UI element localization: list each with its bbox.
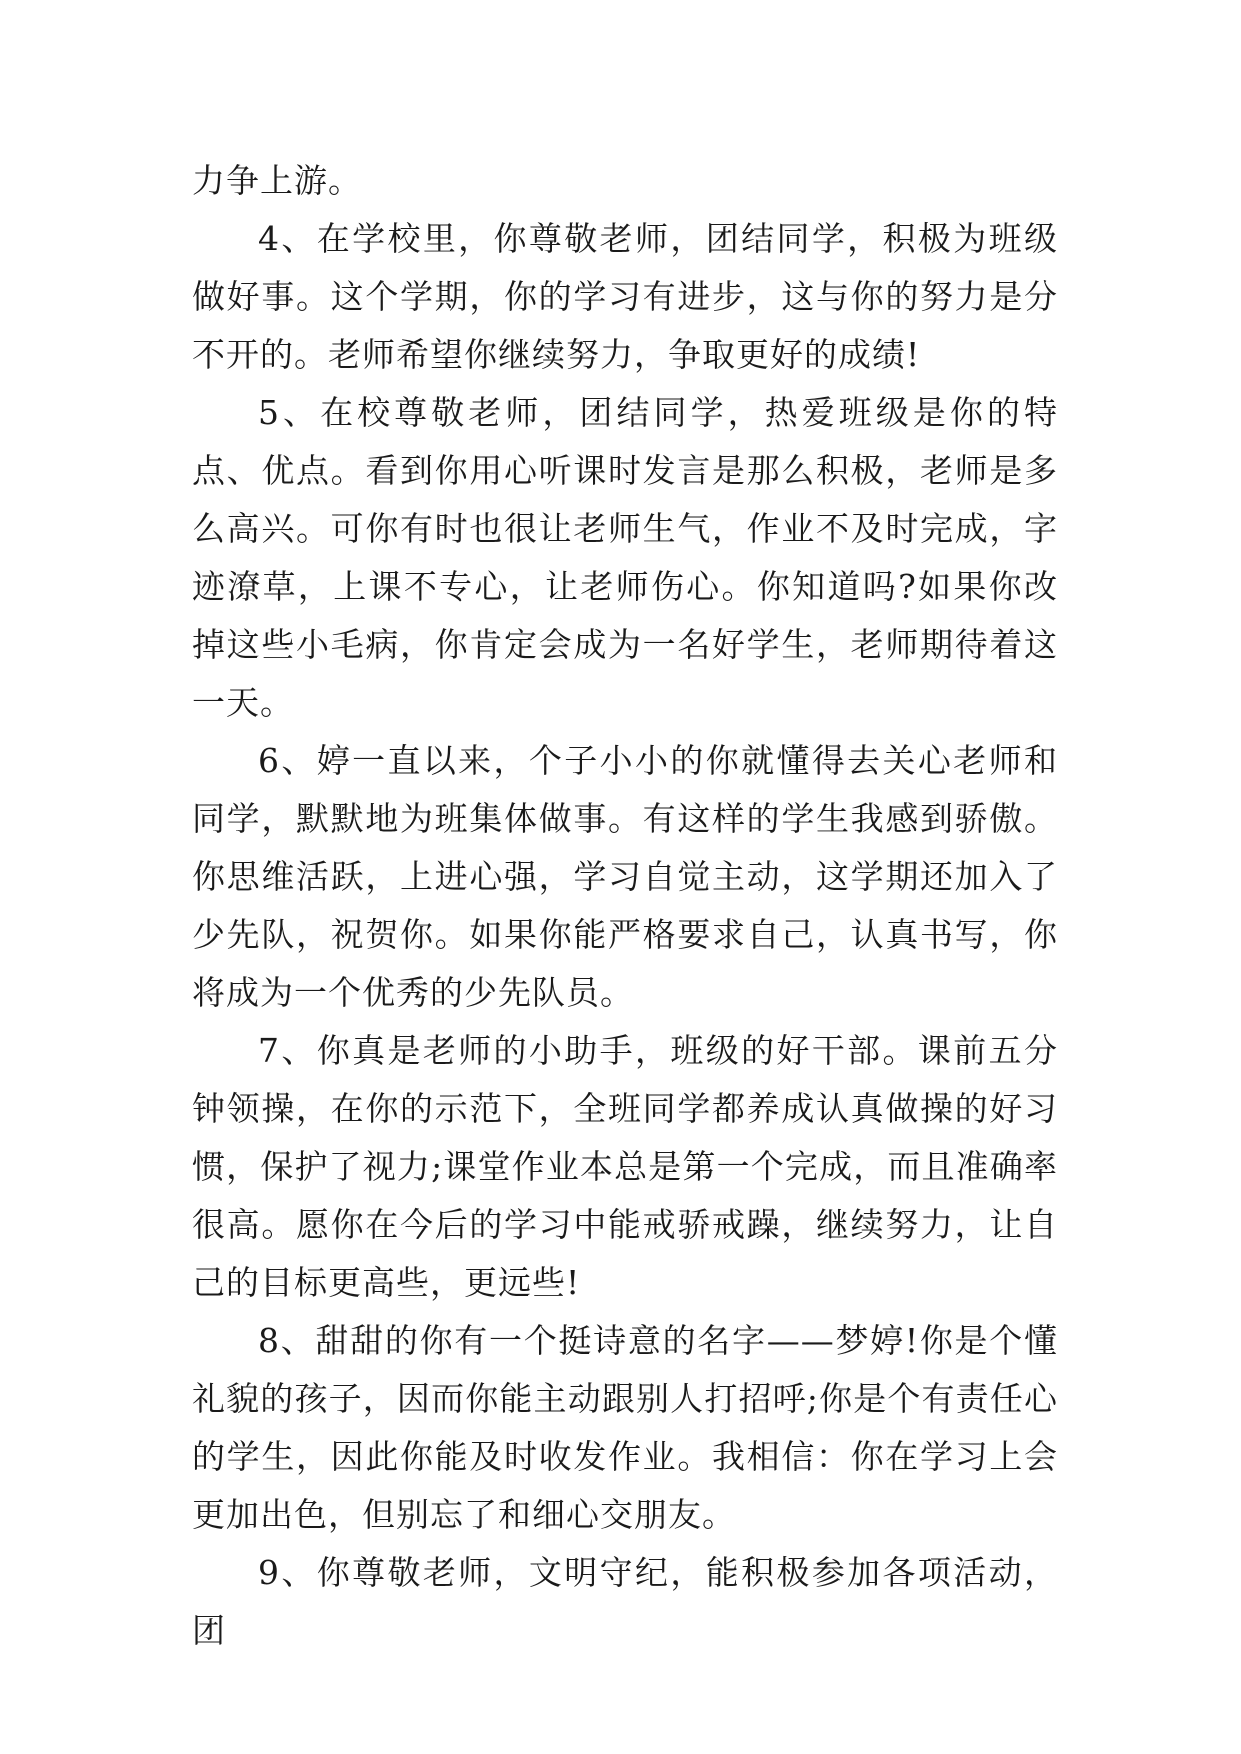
paragraph-comment-8: 8、甜甜的你有一个挺诗意的名字——梦婷!你是个懂礼貌的孩子，因而你能主动跟别人打招呼;你是个有责任心的学生，因此你能及时收发作业。我相信：你在学习上会更加出色，但别忘了和细心交朋友。 xyxy=(192,1321,1058,1534)
paragraph-comment-6: 6、婷一直以来，个子小小的你就懂得去关心老师和同学，默默地为班集体做事。有这样的学生我感到骄傲。你思维活跃，上进心强，学习自觉主动，这学期还加入了少先队，祝贺你。如果你能严格要求自己，认真书写，你将成为一个优秀的少先队员。 xyxy=(192,741,1058,1012)
paragraph-comment-9: 9、你尊敬老师，文明守纪，能积极参加各项活动，团 xyxy=(192,1553,1058,1650)
paragraph-comment-7: 7、你真是老师的小助手，班级的好干部。课前五分钟领操，在你的示范下，全班同学都养成认真做操的好习惯，保护了视力;课堂作业本总是第一个完成，而且准确率很高。愿你在今后的学习中能戒骄戒躁，继续努力，让自己的目标更高些，更远些! xyxy=(192,1031,1058,1302)
paragraph-comment-4: 4、在学校里，你尊敬老师，团结同学，积极为班级做好事。这个学期，你的学习有进步，这与你的努力是分不开的。老师希望你继续努力，争取更好的成绩! xyxy=(192,219,1058,374)
paragraph-comment-5: 5、在校尊敬老师，团结同学，热爱班级是你的特点、优点。看到你用心听课时发言是那么积极，老师是多么高兴。可你有时也很让老师生气，作业不及时完成，字迹潦草，上课不专心，让老师伤心。你知道吗?如果你改掉这些小毛病，你肯定会成为一名好学生，老师期待着这一天。 xyxy=(192,393,1058,722)
paragraph-continuation: 力争上游。 xyxy=(192,161,362,200)
document-body xyxy=(192,152,1058,1660)
